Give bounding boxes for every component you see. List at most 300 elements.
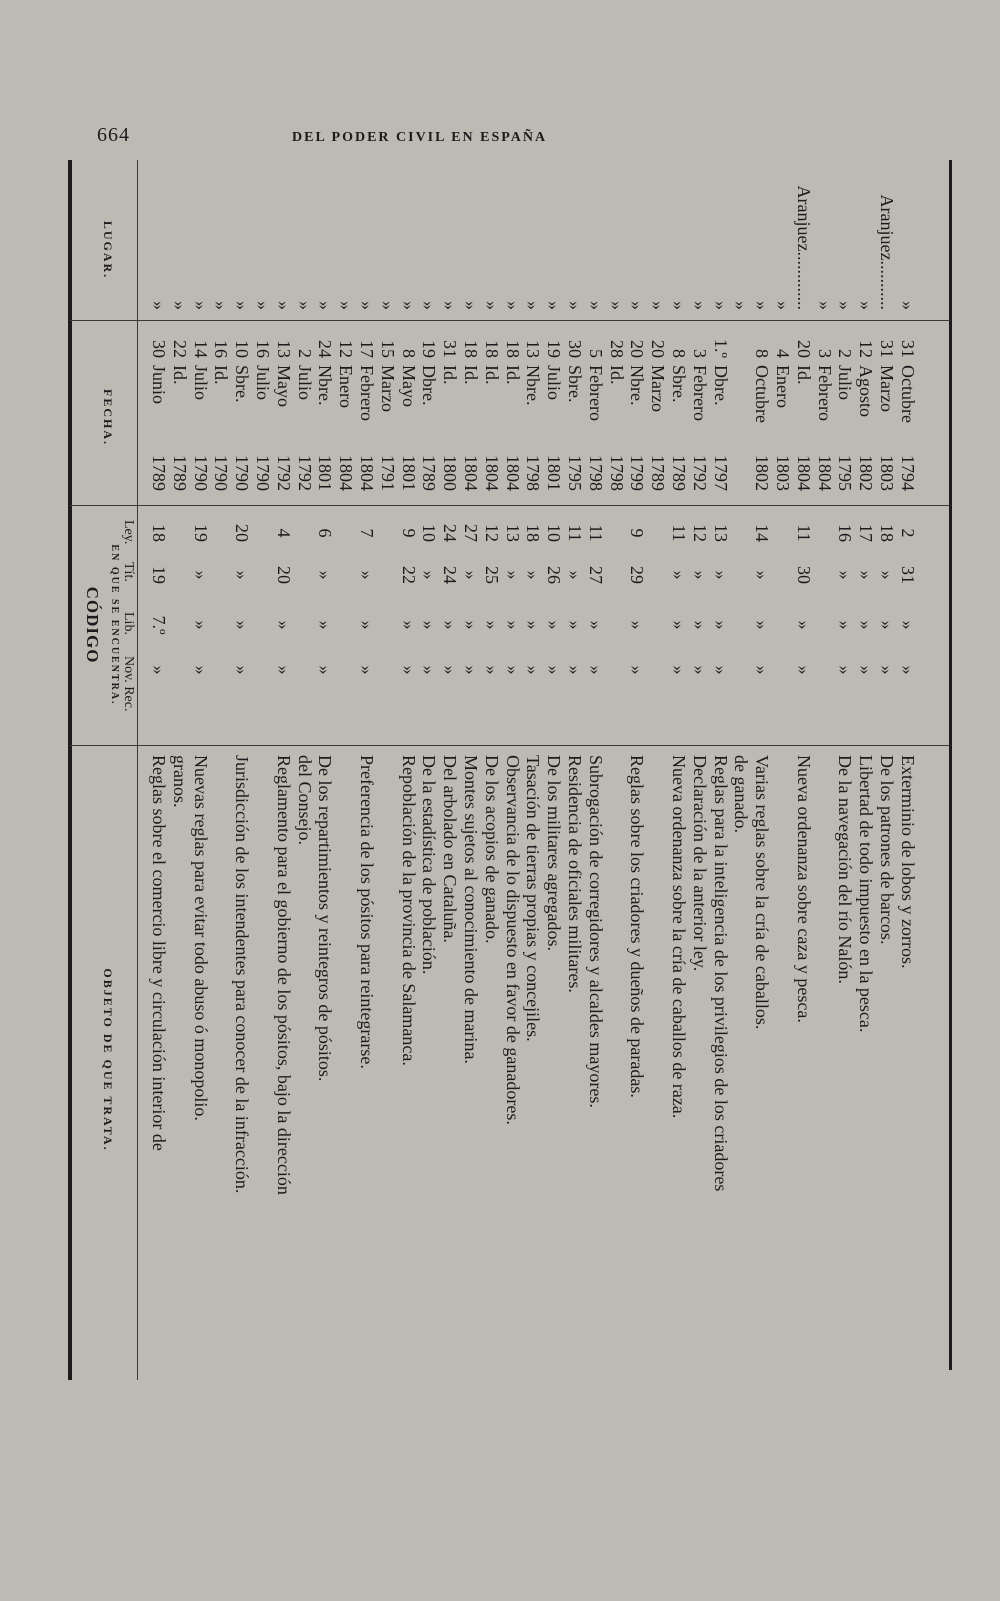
- lugar-cell: »: [731, 301, 752, 310]
- lugar-cell: »: [648, 301, 669, 310]
- lugar-cell: »: [856, 301, 877, 310]
- objeto-cell: Declaración de la anterior ley.: [689, 755, 710, 972]
- year-cell: 1801: [398, 455, 419, 491]
- table-row: [210, 160, 232, 1380]
- year-cell: 1804: [336, 455, 357, 491]
- lib-cell: »: [877, 620, 897, 630]
- table-body: [150, 160, 950, 1380]
- ley-cell: 11: [585, 524, 606, 542]
- lib-cell: »: [565, 620, 585, 630]
- year-cell: 1800: [440, 455, 461, 491]
- ley-cell: 11: [669, 524, 689, 542]
- lib-cell: »: [190, 620, 211, 630]
- objeto-cell: del Consejo.: [294, 755, 315, 845]
- lib-cell: »: [710, 620, 731, 630]
- table-row: [148, 160, 170, 1380]
- lib-cell: »: [523, 620, 544, 630]
- month-cell: Julio: [190, 365, 211, 401]
- header-codigo: CÓDIGO: [83, 586, 102, 664]
- nov-rec-cell: »: [689, 665, 710, 675]
- month-cell: Id.: [211, 365, 232, 385]
- header-ley: Ley.: [121, 520, 136, 545]
- nov-rec-cell: »: [461, 665, 481, 675]
- month-cell: Julio: [294, 365, 315, 401]
- lib-cell: »: [273, 620, 294, 630]
- year-cell: 1792: [273, 455, 294, 491]
- year-cell: 1789: [419, 455, 440, 491]
- objeto-cell: De los militares agregados.: [544, 755, 565, 951]
- day-cell: 15: [377, 340, 398, 358]
- month-cell: Dbre.: [419, 365, 440, 406]
- lugar-cell: »: [190, 301, 211, 310]
- header-separator: [137, 160, 138, 1380]
- month-cell: Id.: [502, 365, 523, 385]
- year-cell: 1804: [461, 455, 481, 491]
- objeto-cell: Residencia de oficiales militares.: [565, 755, 585, 993]
- lib-cell: »: [502, 620, 523, 630]
- table-row: [356, 160, 378, 1380]
- month-cell: Julio: [544, 365, 565, 401]
- lugar-cell: »: [481, 301, 502, 310]
- objeto-cell: Reglas sobre los criadores y dueños de paradas.: [627, 755, 648, 1098]
- lugar-cell: »: [773, 301, 793, 310]
- nov-rec-cell: »: [315, 665, 336, 675]
- tit-cell: 26: [544, 566, 565, 584]
- year-cell: 1790: [253, 455, 273, 491]
- objeto-cell: Observancia de lo dispuesto en favor de ganadores.: [502, 755, 523, 1125]
- lugar-cell: »: [710, 301, 731, 310]
- day-cell: 8: [752, 349, 773, 358]
- month-cell: Dbre.: [710, 365, 731, 406]
- nov-rec-cell: »: [523, 665, 544, 675]
- tit-cell: »: [565, 570, 585, 580]
- month-cell: Sbre.: [232, 365, 253, 403]
- objeto-cell: Montes sujetos al conocimiento de marina.: [461, 755, 481, 1064]
- month-cell: Marzo: [377, 365, 398, 412]
- ley-cell: 11: [565, 524, 585, 542]
- table-row: [418, 160, 440, 1380]
- year-cell: 1795: [565, 455, 585, 491]
- ley-cell: 9: [627, 528, 648, 538]
- day-cell: 16: [253, 340, 273, 358]
- lugar-cell: »: [835, 301, 856, 310]
- month-cell: Julio: [253, 365, 273, 401]
- objeto-cell: Exterminio de lobos y zorros.: [897, 755, 918, 969]
- day-cell: 3: [814, 349, 835, 358]
- lib-cell: »: [440, 620, 461, 630]
- lugar-cell: »: [273, 301, 294, 310]
- tit-cell: »: [523, 570, 544, 580]
- year-cell: 1804: [481, 455, 502, 491]
- lugar-cell: »: [357, 301, 377, 310]
- ley-cell: 18: [149, 524, 169, 542]
- lugar-cell: »: [232, 301, 253, 310]
- table-row: [814, 160, 836, 1380]
- day-cell: 10: [232, 340, 253, 358]
- day-cell: 20: [627, 340, 648, 358]
- ley-cell: 12: [481, 524, 502, 542]
- month-cell: Octubre: [752, 365, 773, 423]
- lugar-cell: »: [440, 301, 461, 310]
- table-row: [606, 160, 628, 1380]
- lib-cell: »: [856, 620, 877, 630]
- table-row: [668, 160, 690, 1380]
- nov-rec-cell: »: [835, 665, 856, 675]
- ley-cell: 19: [190, 524, 211, 542]
- lugar-cell: »: [336, 301, 357, 310]
- table-row: [564, 160, 586, 1380]
- table-row: [314, 160, 336, 1380]
- objeto-cell: Nueva ordenanza sobre la cría de caballos de raza.: [669, 755, 689, 1119]
- day-cell: 20: [793, 340, 814, 358]
- nov-rec-cell: »: [357, 665, 377, 675]
- objeto-cell: Jurisdicción de los intendentes para conocer de la infracción.: [232, 755, 253, 1194]
- table-row: [730, 160, 752, 1380]
- header-nov-rec: Nov. Rec.: [121, 656, 136, 712]
- tit-cell: 29: [627, 566, 648, 584]
- lib-cell: »: [752, 620, 773, 630]
- tit-cell: »: [752, 570, 773, 580]
- objeto-cell: De la navegación del río Nalón.: [835, 755, 856, 984]
- lib-cell: »: [835, 620, 856, 630]
- month-cell: Nbre.: [523, 365, 544, 406]
- nov-rec-cell: »: [232, 665, 253, 675]
- ley-cell: 17: [856, 524, 877, 542]
- objeto-cell: Nueva ordenanza sobre caza y pesca.: [793, 755, 814, 1023]
- month-cell: Mayo: [273, 365, 294, 407]
- lugar-cell: »: [419, 301, 440, 310]
- day-cell: 13: [273, 340, 294, 358]
- year-cell: 1801: [315, 455, 336, 491]
- running-head: DEL PODER CIVIL EN ESPAÑA: [292, 130, 548, 145]
- day-cell: 13: [523, 340, 544, 358]
- month-cell: Octubre: [897, 365, 918, 423]
- lugar-cell: »: [544, 301, 565, 310]
- month-cell: Sbre.: [669, 365, 689, 403]
- day-cell: 5: [585, 349, 606, 358]
- lib-cell: »: [544, 620, 565, 630]
- table-row: [855, 160, 877, 1380]
- tit-cell: »: [710, 570, 731, 580]
- objeto-cell: Del arbolado en Cataluña.: [440, 755, 461, 943]
- objeto-cell: De los acopios de ganado.: [481, 755, 502, 944]
- nov-rec-cell: »: [544, 665, 565, 675]
- day-cell: 18: [502, 340, 523, 358]
- table-row: [502, 160, 524, 1380]
- table-row: [772, 160, 794, 1380]
- objeto-cell: Nuevas reglas para evitar todo abuso ó monopolio.: [190, 755, 211, 1121]
- month-cell: Id.: [481, 365, 502, 385]
- objeto-cell: granos.: [169, 755, 190, 808]
- day-cell: 28: [606, 340, 627, 358]
- lugar-cell: »: [627, 301, 648, 310]
- lib-cell: »: [398, 620, 419, 630]
- table-row: [481, 160, 503, 1380]
- year-cell: 1804: [793, 455, 814, 491]
- lib-cell: »: [357, 620, 377, 630]
- month-cell: Marzo: [877, 365, 897, 412]
- objeto-cell: Repoblación de la provincia de Salamanca.: [398, 755, 419, 1066]
- table-row: [710, 160, 732, 1380]
- year-cell: 1795: [835, 455, 856, 491]
- day-cell: 17: [357, 340, 377, 358]
- table-row: [377, 160, 399, 1380]
- nov-rec-cell: »: [793, 665, 814, 675]
- ley-cell: 9: [398, 528, 419, 538]
- table-row: [252, 160, 274, 1380]
- month-cell: Nbre.: [315, 365, 336, 406]
- table-row: [335, 160, 357, 1380]
- year-cell: 1789: [669, 455, 689, 491]
- tit-cell: 30: [793, 566, 814, 584]
- objeto-cell: Reglas sobre el comercio libre y circulación interior de: [149, 755, 169, 1151]
- header-lib: Lib.: [121, 612, 136, 635]
- tit-cell: »: [461, 570, 481, 580]
- nov-rec-cell: »: [897, 665, 918, 675]
- lib-cell: »: [627, 620, 648, 630]
- tit-cell: »: [835, 570, 856, 580]
- tit-cell: »: [357, 570, 377, 580]
- ley-cell: 10: [544, 524, 565, 542]
- lib-cell: 7.º: [149, 615, 169, 635]
- lib-cell: »: [481, 620, 502, 630]
- day-cell: 2: [294, 349, 315, 358]
- year-cell: 1792: [294, 455, 315, 491]
- table-row: [876, 160, 898, 1380]
- lugar-cell: »: [565, 301, 585, 310]
- year-cell: 1804: [814, 455, 835, 491]
- nov-rec-cell: »: [398, 665, 419, 675]
- month-cell: Julio: [835, 365, 856, 401]
- day-cell: 20: [648, 340, 669, 358]
- day-cell: 8: [398, 349, 419, 358]
- header-fecha: FECHA.: [101, 389, 115, 446]
- nov-rec-cell: »: [565, 665, 585, 675]
- lib-cell: »: [419, 620, 440, 630]
- day-cell: 18: [461, 340, 481, 358]
- year-cell: 1791: [377, 455, 398, 491]
- tit-cell: 22: [398, 566, 419, 584]
- ley-cell: 2: [897, 528, 918, 538]
- table-row: [460, 160, 482, 1380]
- day-cell: 30: [565, 340, 585, 358]
- month-cell: Nbre.: [627, 365, 648, 406]
- lugar-cell: »: [752, 301, 773, 310]
- day-cell: 31: [897, 340, 918, 358]
- nov-rec-cell: »: [440, 665, 461, 675]
- year-cell: 1790: [211, 455, 232, 491]
- tit-cell: »: [877, 570, 897, 580]
- ley-cell: 10: [419, 524, 440, 542]
- lugar-cell: Aranjuez...........: [877, 194, 897, 310]
- month-cell: Febrero: [689, 365, 710, 421]
- month-cell: Id.: [461, 365, 481, 385]
- year-cell: 1798: [606, 455, 627, 491]
- table-row: [897, 160, 919, 1380]
- table-row: [689, 160, 711, 1380]
- day-cell: 16: [211, 340, 232, 358]
- nov-rec-cell: »: [877, 665, 897, 675]
- lugar-cell: »: [377, 301, 398, 310]
- objeto-cell: De los patrones de barcos.: [877, 755, 897, 945]
- ley-cell: 4: [273, 528, 294, 538]
- month-cell: Febrero: [357, 365, 377, 421]
- year-cell: 1803: [773, 455, 793, 491]
- day-cell: 1.º: [710, 338, 731, 358]
- table-row: [543, 160, 565, 1380]
- year-cell: 1802: [752, 455, 773, 491]
- year-cell: 1801: [544, 455, 565, 491]
- year-cell: 1804: [357, 455, 377, 491]
- nov-rec-cell: »: [419, 665, 440, 675]
- objeto-cell: Subrogación de corregidores y alcaldes mayores.: [585, 755, 606, 1108]
- tit-cell: »: [419, 570, 440, 580]
- tit-cell: »: [232, 570, 253, 580]
- tit-cell: »: [190, 570, 211, 580]
- month-cell: Mayo: [398, 365, 419, 407]
- table-row: [190, 160, 212, 1380]
- objeto-cell: Tasación de tierras propias y concejiles.: [523, 755, 544, 1042]
- objeto-cell: Reglamento para el gobierno de los pósitos, bajo la dirección: [273, 755, 294, 1195]
- month-cell: Sbre.: [565, 365, 585, 403]
- tit-cell: 20: [273, 566, 294, 584]
- tit-cell: 19: [149, 566, 169, 584]
- nov-rec-cell: »: [710, 665, 731, 675]
- tit-cell: »: [315, 570, 336, 580]
- day-cell: 2: [835, 349, 856, 358]
- header-tit: Tít.: [121, 562, 136, 582]
- month-cell: Enero: [773, 365, 793, 408]
- year-cell: 1789: [648, 455, 669, 491]
- lugar-cell: »: [315, 301, 336, 310]
- year-cell: 1798: [585, 455, 606, 491]
- lugar-cell: »: [211, 301, 232, 310]
- lugar-cell: »: [294, 301, 315, 310]
- ley-cell: 27: [461, 524, 481, 542]
- lugar-cell: »: [149, 301, 169, 310]
- tit-cell: »: [502, 570, 523, 580]
- nov-rec-cell: »: [627, 665, 648, 675]
- objeto-cell: Reglas para la inteligencia de los privilegios de los criadores: [710, 755, 731, 1192]
- day-cell: 3: [689, 349, 710, 358]
- day-cell: 31: [877, 340, 897, 358]
- nov-rec-cell: »: [856, 665, 877, 675]
- lugar-cell: »: [689, 301, 710, 310]
- table-row: [585, 160, 607, 1380]
- day-cell: 18: [481, 340, 502, 358]
- lib-cell: »: [315, 620, 336, 630]
- day-cell: 31: [440, 340, 461, 358]
- table-row: [626, 160, 648, 1380]
- tit-cell: 27: [585, 566, 606, 584]
- table-row: [751, 160, 773, 1380]
- lugar-cell: »: [523, 301, 544, 310]
- objeto-cell: De los repartimientos y reintegros de pósitos.: [315, 755, 336, 1082]
- lugar-cell: »: [606, 301, 627, 310]
- tit-cell: 24: [440, 566, 461, 584]
- nov-rec-cell: »: [752, 665, 773, 675]
- lib-cell: »: [897, 620, 918, 630]
- year-cell: 1794: [897, 455, 918, 491]
- table-row: [294, 160, 316, 1380]
- year-cell: 1792: [689, 455, 710, 491]
- table-row: [273, 160, 295, 1380]
- year-cell: 1790: [190, 455, 211, 491]
- table-row: [231, 160, 253, 1380]
- month-cell: Id.: [793, 365, 814, 385]
- ley-cell: 14: [752, 524, 773, 542]
- table-row: [834, 160, 856, 1380]
- month-cell: Febrero: [585, 365, 606, 421]
- month-cell: Junio: [149, 365, 169, 405]
- ley-cell: 24: [440, 524, 461, 542]
- lugar-cell: »: [897, 301, 918, 310]
- lib-cell: »: [793, 620, 814, 630]
- month-cell: Febrero: [814, 365, 835, 421]
- day-cell: 12: [336, 340, 357, 358]
- lib-cell: »: [232, 620, 253, 630]
- month-cell: Agosto: [856, 365, 877, 418]
- ley-cell: 13: [710, 524, 731, 542]
- objeto-cell: de ganado.: [731, 755, 752, 833]
- year-cell: 1789: [169, 455, 190, 491]
- month-cell: Id.: [440, 365, 461, 385]
- nov-rec-cell: »: [669, 665, 689, 675]
- lugar-cell: Aranjuez.............: [793, 185, 814, 310]
- ley-cell: 7: [357, 528, 377, 538]
- lugar-cell: »: [398, 301, 419, 310]
- lugar-cell: »: [253, 301, 273, 310]
- day-cell: 8: [669, 349, 689, 358]
- ley-cell: 11: [793, 524, 814, 542]
- table-row: [398, 160, 420, 1380]
- table-row: [169, 160, 191, 1380]
- header-codigo-sub: EN QUE SE ENCUENTRA.: [109, 544, 120, 706]
- table-row: [439, 160, 461, 1380]
- table-row: [647, 160, 669, 1380]
- objeto-cell: De la estadística de población.: [419, 755, 440, 975]
- lib-cell: »: [585, 620, 606, 630]
- day-cell: 19: [419, 340, 440, 358]
- header-objeto: OBJETO DE QUE TRATA.: [101, 968, 115, 1152]
- objeto-cell: Preferencia de los pósitos para reintegrarse.: [357, 755, 377, 1069]
- objeto-cell: Varias reglas sobre la cría de caballos.: [752, 755, 773, 1030]
- ley-cell: 20: [232, 524, 253, 542]
- day-cell: 14: [190, 340, 211, 358]
- ley-cell: 16: [835, 524, 856, 542]
- tit-cell: 25: [481, 566, 502, 584]
- month-cell: Id.: [606, 365, 627, 385]
- table-row: [793, 160, 815, 1380]
- month-cell: Id.: [169, 365, 190, 385]
- tit-cell: 31: [897, 566, 918, 584]
- nov-rec-cell: »: [502, 665, 523, 675]
- year-cell: 1799: [627, 455, 648, 491]
- lugar-cell: »: [169, 301, 190, 310]
- ley-cell: 18: [523, 524, 544, 542]
- day-cell: 22: [169, 340, 190, 358]
- ley-cell: 18: [877, 524, 897, 542]
- year-cell: 1789: [149, 455, 169, 491]
- table-row: [522, 160, 544, 1380]
- day-cell: 30: [149, 340, 169, 358]
- rotated-table: [70, 160, 950, 1380]
- day-cell: 24: [315, 340, 336, 358]
- nov-rec-cell: »: [273, 665, 294, 675]
- year-cell: 1802: [856, 455, 877, 491]
- year-cell: 1797: [710, 455, 731, 491]
- page-number: 664: [97, 124, 130, 146]
